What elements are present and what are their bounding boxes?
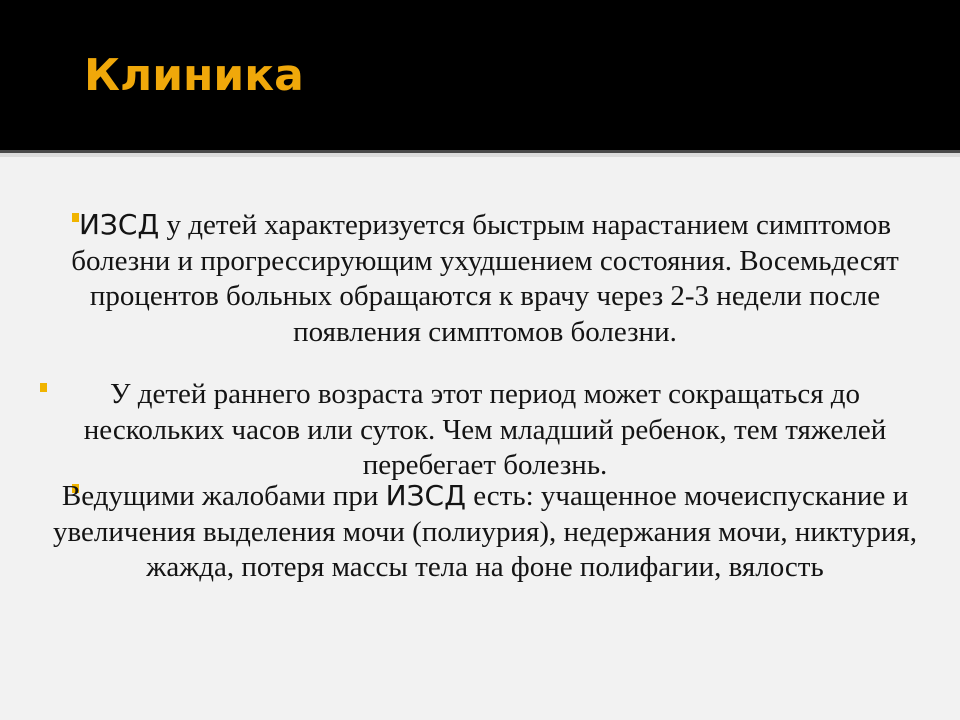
bullet-text: У детей раннего возраста этот период может сокращаться до нескольких часов или суток. Чем младший ребенок, тем тяжелей перебегает болезнь. <box>83 378 887 481</box>
slide-title: Клиника <box>84 50 304 101</box>
abbreviation-term: ИЗСД <box>78 208 160 241</box>
bullet-item <box>40 478 930 586</box>
bullet-text-lead: Ведущими жалобами при <box>61 480 386 512</box>
bullet-item <box>40 207 930 350</box>
bullet-text: у детей характеризуется быстрым нарастанием симптомов болезни и прогрессирующим ухудшением состояния. Восемьдесят процентов больных обращаются к врачу через 2-3 недели после появления симптомов болезни. <box>71 209 899 348</box>
abbreviation-term: ИЗСД <box>385 479 466 512</box>
bullet-item <box>40 377 930 484</box>
bullet-text-rest: есть: учащенное мочеиспускание и увеличения выделения мочи (полиурия), недержания мочи, никтурия, жажда, потеря массы тела на фоне полифагии, вялость <box>52 480 918 583</box>
